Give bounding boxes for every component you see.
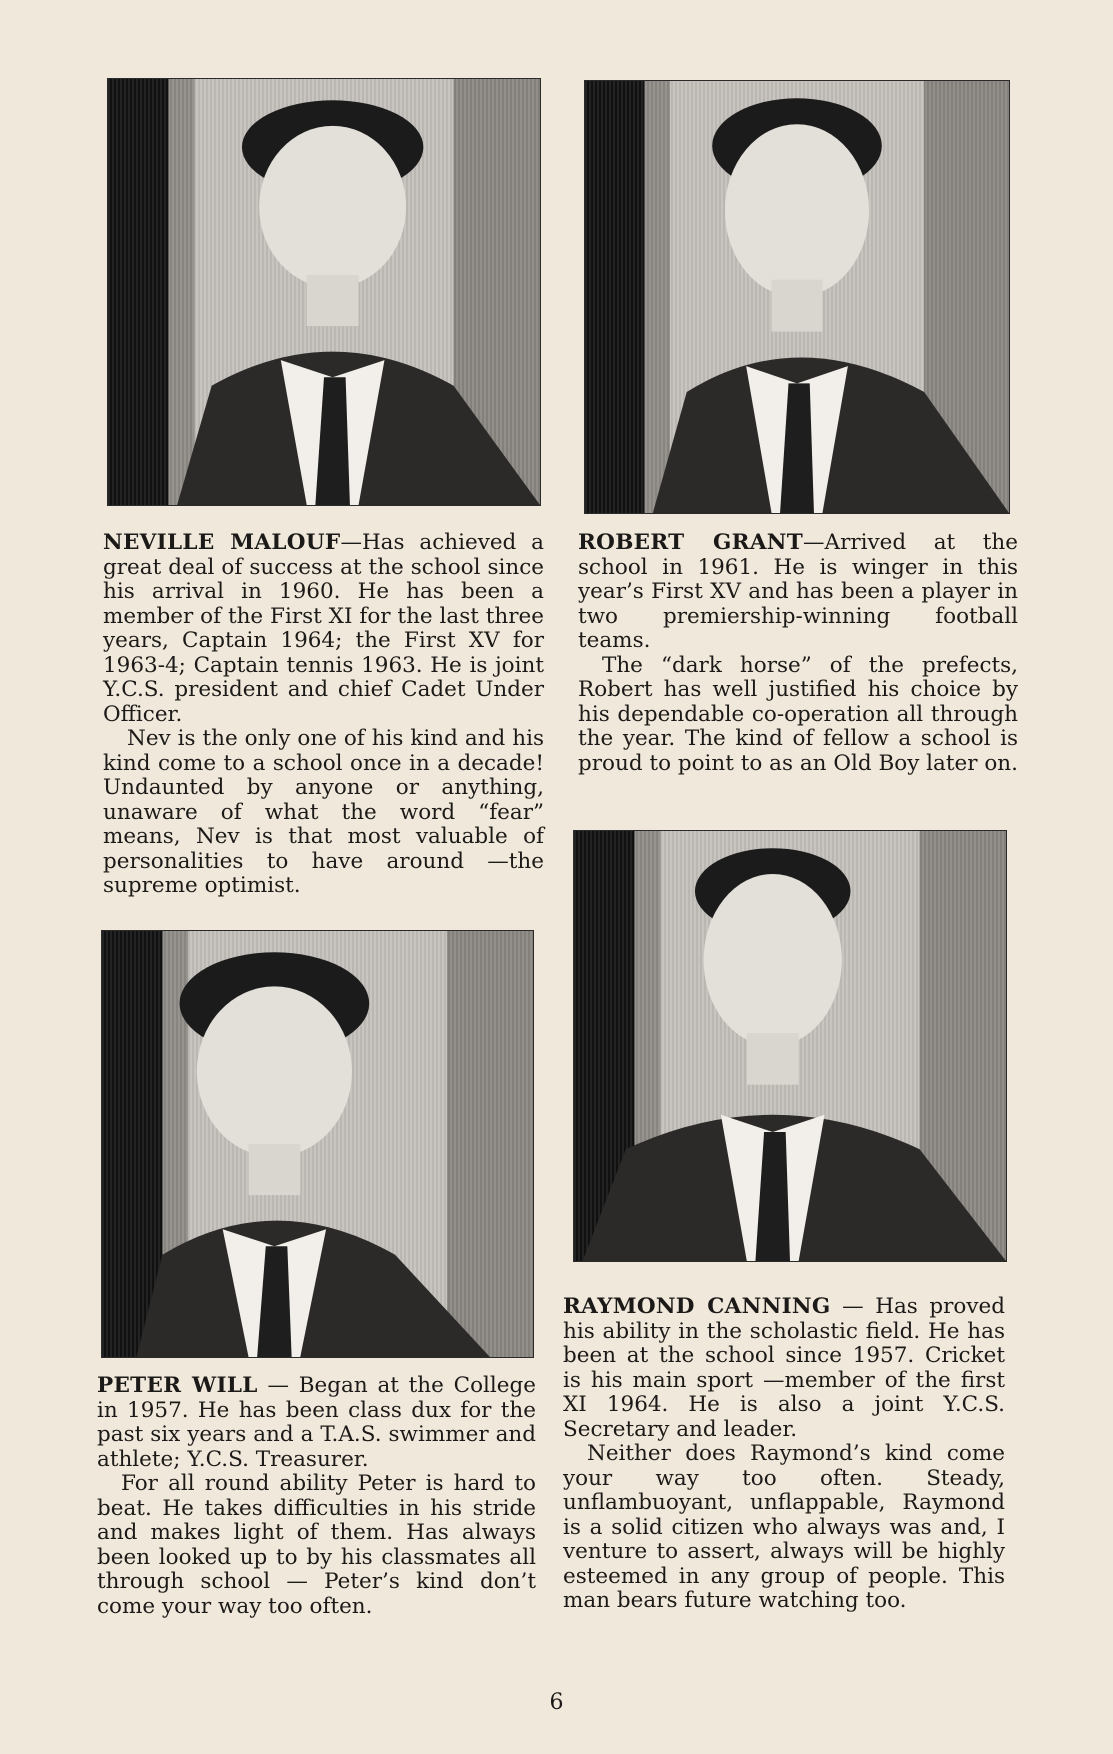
name-separator: — [803, 530, 825, 555]
profile-paragraph: For all round ability Peter is hard to beat. He takes difficulties in his stride and makes light of them. Has always been looked up to by his classmates all through school — Peter’s kind don’t come your way too often. [97, 1471, 536, 1619]
portrait-photo-neville-malouf [107, 78, 541, 506]
profile-paragraph [563, 1295, 1005, 1442]
profile-name: NEVILLE MALOUF [103, 530, 341, 555]
profile-paragraph: Neither does Raymond’s kind come your way too often. Steady, unflambuoyant, unflappable, Raymond is a solid citizen who always was and, I venture to assert, always will be highly esteemed in any group of people. This man bears future watching too. [563, 1441, 1005, 1613]
profile-text: Has proved his ability in the scholastic field. He has been at the school since 1957. Cricket is his main sport —member of the first XI 1964. He is also a joint Y.C.S. Secretary and leader. [563, 1294, 1005, 1442]
portrait-figure [108, 79, 540, 505]
page-number: 6 [549, 1690, 564, 1715]
profile-robert-grant [578, 531, 1018, 776]
portrait-figure [585, 81, 1009, 513]
portrait-photo-raymond-canning [573, 830, 1007, 1262]
portrait-photo-robert-grant [584, 80, 1010, 514]
name-separator: — [830, 1294, 876, 1319]
profile-paragraph [97, 1374, 536, 1472]
profile-name: PETER WILL [97, 1373, 258, 1398]
profile-raymond-canning [563, 1295, 1005, 1614]
profile-name: ROBERT GRANT [578, 530, 804, 555]
profile-paragraph: The “dark horse” of the prefects, Robert has well justified his choice by his dependable co-operation all through the year. The kind of fellow a school is proud to point to as an Old Boy later on. [578, 652, 1018, 776]
name-separator: — [340, 530, 362, 555]
profile-name: RAYMOND CANNING [563, 1294, 831, 1319]
profile-neville-malouf [103, 531, 544, 899]
portrait-figure [102, 931, 533, 1357]
profile-text: Has achieved a great deal of success at the school since his arrival in 1960. He has been a member of the First XI for the last three years, Captain 1964; the First XV for 1963-4; Captain tennis 1963. He is joint Y.C.S. president and chief Cadet Under Officer. [103, 530, 544, 727]
name-separator: — [257, 1373, 299, 1398]
profile-text: Began at the College in 1957. He has been class dux for the past six years and a T.A.S. swimmer and athlete; Y.C.S. Treasurer. [97, 1373, 537, 1472]
portrait-photo-peter-will [101, 930, 534, 1358]
portrait-figure [574, 831, 1006, 1261]
profile-paragraph [103, 531, 544, 727]
profile-paragraph [578, 531, 1018, 654]
profile-peter-will [97, 1374, 536, 1619]
profile-text: Arrived at the school in 1961. He is winger in this year’s First XV and has been a player in two premiership-winning football teams. [578, 530, 1018, 653]
profile-paragraph: Nev is the only one of his kind and his kind come to a school once in a decade! Undaunted by anyone or anything, unaware of what the word “fear” means, Nev is that most valuable of personalities to have around —the supreme optimist. [103, 726, 544, 898]
